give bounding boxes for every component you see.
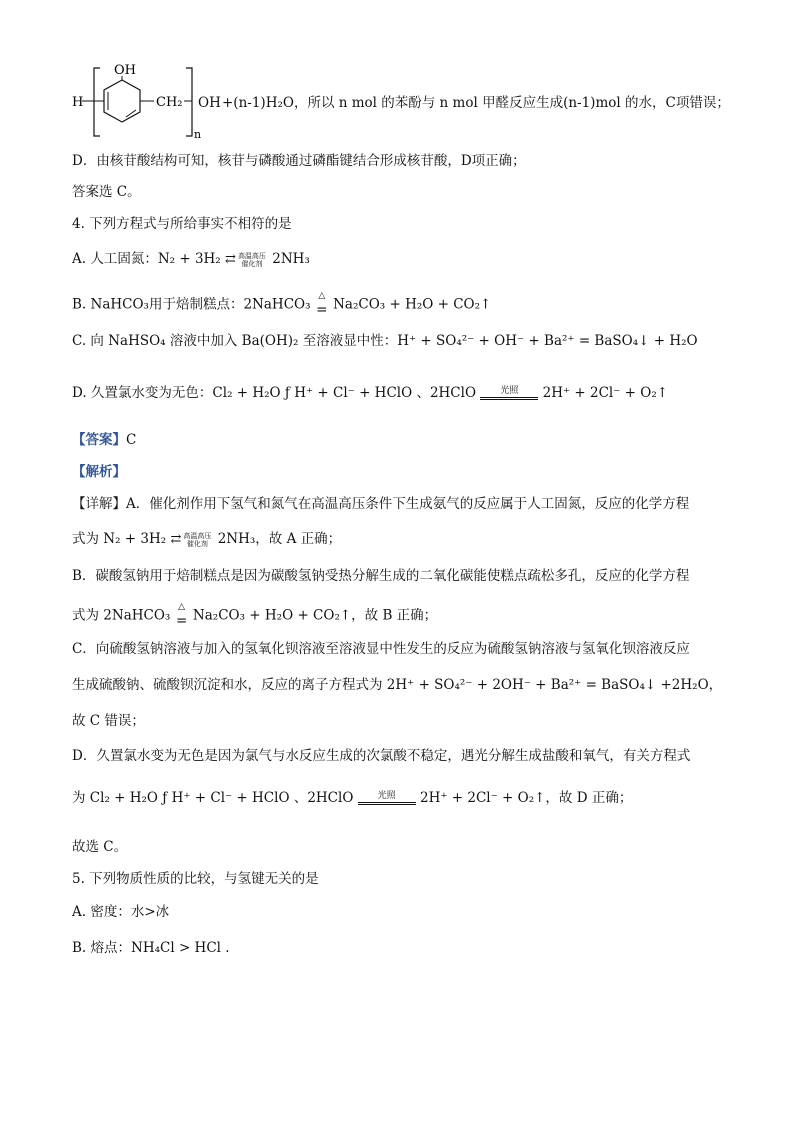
answer-value: C: [126, 432, 137, 448]
heat-equals: △ =: [316, 291, 328, 318]
cond-bottom-2: 催化剂: [186, 539, 208, 548]
structure-oh-top: OH: [114, 63, 136, 78]
answer-tag: 【答案】: [72, 432, 126, 448]
q4-option-a: [72, 250, 310, 269]
q4-d-rhs: 2H⁺ + 2Cl⁻ + O₂↑: [542, 385, 669, 401]
detail-a-line2: [72, 530, 341, 549]
exp-a1: A．催化剂作用下氢气和氮气在高温高压条件下生成氨气的反应属于人工固氮，反应的化学方程: [126, 496, 690, 512]
prev-d-line: D．由核苷酸结构可知，核苷与磷酸通过磷酯键结合形成核苷酸，D项正确；: [72, 153, 526, 169]
heat-equals-2: △ =: [175, 602, 188, 629]
answer-line: [72, 431, 136, 449]
light-cond-2: 光照: [377, 791, 396, 801]
q4-option-c: C. 向 NaHSO₄ 溶液中加入 Ba(OH)₂ 至溶液显中性：H⁺ + SO₄²⁻ + OH⁻ + Ba²⁺ = BaSO₄↓ + H₂O: [72, 333, 698, 349]
detail-d-line1: D．久置氯水变为无色是因为氯气与水反应生成的次氯酸不稳定，遇光分解生成盐酸和氧气，有关方程式: [72, 748, 691, 764]
q4-a-rhs: 2NH₃: [272, 251, 310, 267]
reversible-arrow: ⇄: [225, 251, 236, 267]
reversible-arrow-2: ⇄: [170, 531, 182, 547]
structure-h-left: H: [72, 95, 84, 110]
reaction-condition: [238, 252, 266, 268]
detail-b-line2: [72, 602, 437, 630]
analysis-tag: 【解析】: [72, 464, 126, 480]
delta-sign: △: [318, 291, 326, 301]
prev-c-line: +(n-1)H₂O，所以 n mol 的苯酚与 n mol 甲醛反应生成(n-1)mol 的水，C项错误；: [222, 95, 730, 111]
final-answer: 故选 C。: [72, 839, 128, 855]
exp-d2-post: 2H⁺ + 2Cl⁻ + O₂↑，故 D 正确；: [419, 790, 633, 806]
cond-top-2: 高温高压: [183, 531, 212, 540]
delta-sign-2: △: [178, 602, 186, 612]
detail-tag: 【详解】: [72, 496, 126, 512]
q4-stem: 4. 下列方程式与所给事实不相符的是: [72, 216, 292, 232]
cond-bottom: 催化剂: [241, 259, 263, 268]
detail-b-line1: B．碳酸氢钠用于焙制糕点是因为碳酸氢钠受热分解生成的二氧化碳能使糕点疏松多孔，反应的化学方程: [72, 568, 690, 584]
q4-b-after: 用于焙制糕点：2NaHCO₃: [148, 296, 311, 313]
structure-n: n: [194, 128, 202, 140]
exp-a2-pre: 式为 N₂ + 3H₂: [72, 531, 167, 547]
q4-b-lead: B.: [72, 296, 91, 313]
q4-a-lhs: A. 人工固氮：N₂ + 3H₂: [72, 251, 221, 267]
exp-b2-pre: 式为 2NaHCO₃: [72, 607, 171, 624]
exp-a2-post: 2NH₃，故 A 正确；: [217, 531, 342, 547]
structure-oh-right: OH: [198, 95, 221, 111]
q4-option-b: [72, 291, 491, 319]
detail-c-line2: 生成硫酸钠、硫酸钡沉淀和水，反应的离子方程式为 2H⁺ + SO₄²⁻ + 2OH⁻ + Ba²⁺ = BaSO₄↓ +2H₂O，: [72, 677, 723, 693]
light-arrow: [480, 386, 538, 401]
reaction-condition-2: [183, 532, 211, 548]
light-cond: 光照: [500, 386, 519, 396]
detail-d-line2: [72, 789, 632, 807]
analysis-line: [72, 463, 126, 481]
exp-b2-post: Na₂CO₃ + H₂O + CO₂↑，故 B 正确；: [192, 607, 438, 624]
q4-option-d: [72, 384, 668, 402]
q5-option-a: A. 密度：水>冰: [72, 904, 170, 920]
detail-c-line1: C．向硫酸氢钠溶液与加入的氢氧化钡溶液至溶液显中性发生的反应为硫酸氢钠溶液与氢氧化钡溶液反应: [72, 641, 690, 657]
detail-a-line1: [72, 495, 689, 513]
q4-d-lhs: D. 久置氯水变为无色：Cl₂ + H₂O ƒ H⁺ + Cl⁻ + HClO 、2HClO: [72, 385, 477, 401]
cond-top: 高温高压: [237, 251, 266, 260]
prev-answer: 答案选 C。: [72, 184, 141, 200]
q5-option-b: B. 熔点：NH₄Cl > HCl .: [72, 940, 230, 956]
detail-c-line3: 故 C 错误；: [72, 713, 145, 729]
q4-b-mid: NaHCO₃: [90, 296, 149, 313]
exp-d2-pre: 为 Cl₂ + H₂O ƒ H⁺ + Cl⁻ + HClO 、2HClO: [72, 790, 354, 806]
q4-b-rhs: Na₂CO₃ + H₂O + CO₂↑: [333, 296, 492, 313]
structure-ch2: CH₂: [156, 95, 183, 110]
q5-stem: 5. 下列物质性质的比较，与氢键无关的是: [72, 871, 319, 887]
light-arrow-2: [358, 791, 416, 806]
